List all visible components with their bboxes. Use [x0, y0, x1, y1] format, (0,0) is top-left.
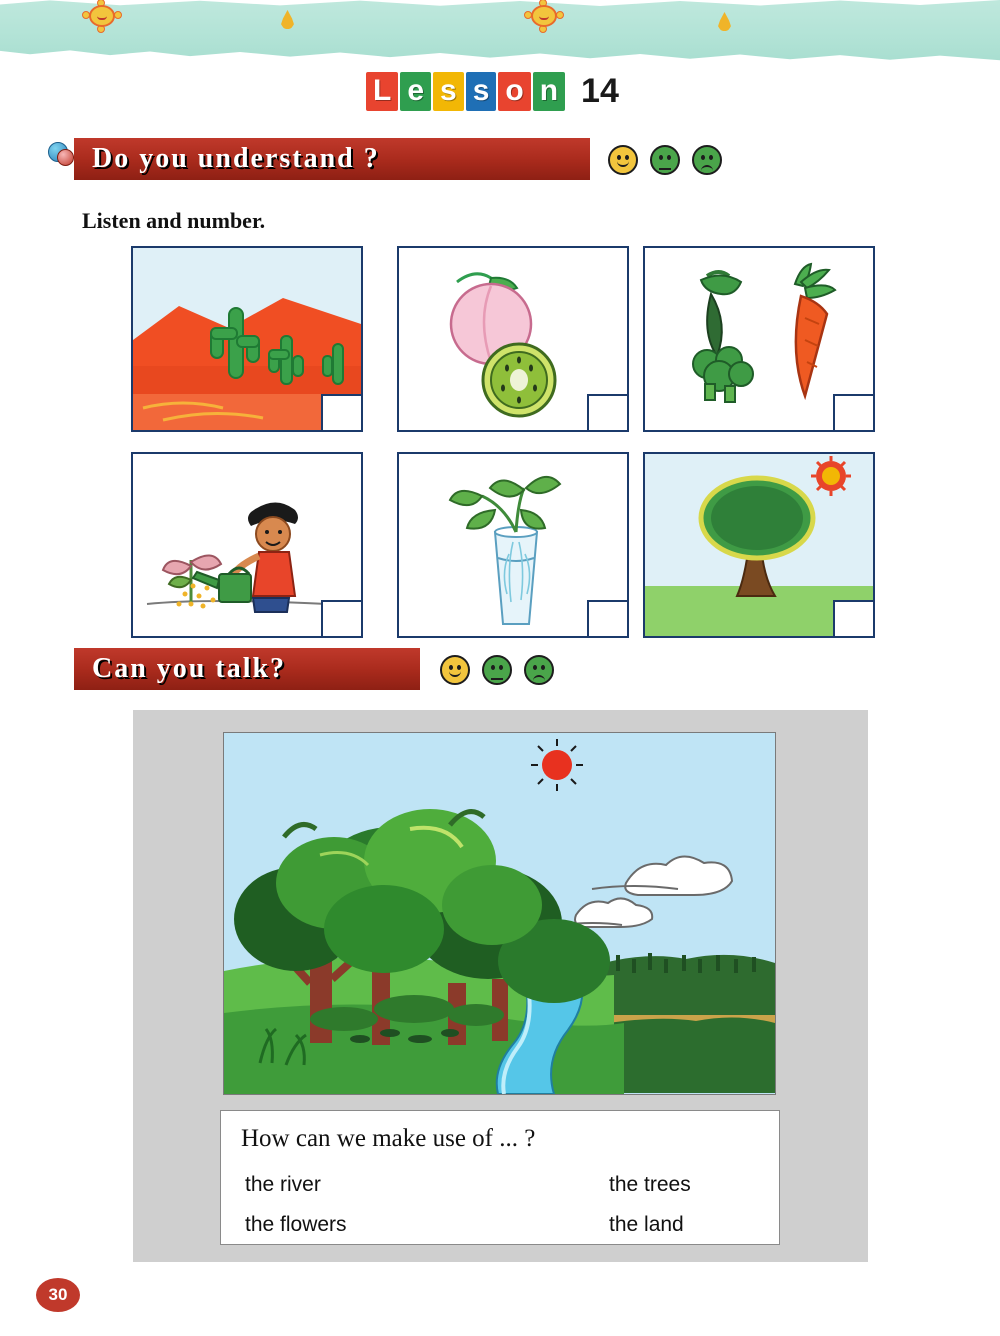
banner-label: Do you understand ?: [92, 143, 380, 174]
answer-box[interactable]: [321, 600, 363, 638]
banner-label: Can you talk?: [92, 653, 287, 684]
lesson-number: 14: [581, 72, 619, 110]
forest-with-river-illustration: [223, 732, 776, 1095]
answer-box[interactable]: [587, 600, 629, 638]
decorative-top-band: [0, 0, 1000, 62]
neutral-face-icon[interactable]: [482, 655, 512, 685]
happy-face-icon[interactable]: [608, 145, 638, 175]
option-the-river[interactable]: the river: [245, 1173, 321, 1196]
picture-cell-peach-and-kiwi[interactable]: [397, 246, 629, 432]
question-text: How can we make use of ... ?: [241, 1125, 536, 1152]
water-drop-icon: [718, 12, 731, 31]
picture-cell-tree-with-sun[interactable]: [643, 452, 875, 638]
picture-cell-boy-watering[interactable]: [131, 452, 363, 638]
lesson-tile: o: [498, 72, 530, 111]
happy-face-icon[interactable]: [440, 655, 470, 685]
lesson-word-tiles: [366, 72, 567, 111]
answer-box[interactable]: [587, 394, 629, 432]
picture-cell-vegetables[interactable]: [643, 246, 875, 432]
sad-face-icon[interactable]: [524, 655, 554, 685]
sad-face-icon[interactable]: [692, 145, 722, 175]
water-drop-icon: [281, 10, 294, 29]
lesson-tile: n: [533, 72, 565, 111]
option-the-land[interactable]: the land: [609, 1213, 684, 1236]
page-number-badge: 30: [36, 1278, 80, 1312]
instruction-listen-and-number: Listen and number.: [82, 208, 266, 233]
torn-edge-top: [0, 0, 1000, 8]
sun-decoration-icon: [524, 2, 564, 30]
pushpin-icon: [44, 140, 78, 174]
lesson-title: [366, 72, 619, 111]
torn-edge-bottom: [0, 40, 1000, 62]
neutral-face-icon[interactable]: [650, 145, 680, 175]
answer-box[interactable]: [833, 600, 875, 638]
sun-decoration-icon: [82, 2, 122, 30]
picture-cell-plant-in-glass[interactable]: [397, 452, 629, 638]
picture-cell-desert-cactus[interactable]: [131, 246, 363, 432]
lesson-tile: e: [400, 72, 431, 111]
answer-box[interactable]: [321, 394, 363, 432]
banner-can-you-talk: [74, 648, 420, 690]
question-box: [220, 1110, 780, 1245]
banner-do-you-understand: [74, 138, 590, 180]
answer-box[interactable]: [833, 394, 875, 432]
lesson-tile: L: [366, 72, 398, 111]
self-assessment-faces: [608, 145, 722, 175]
option-the-flowers[interactable]: the flowers: [245, 1213, 347, 1236]
self-assessment-faces: [440, 655, 554, 685]
can-you-talk-panel: [133, 710, 868, 1262]
option-the-trees[interactable]: the trees: [609, 1173, 691, 1196]
lesson-tile: s: [433, 72, 464, 111]
lesson-tile: s: [466, 72, 497, 111]
